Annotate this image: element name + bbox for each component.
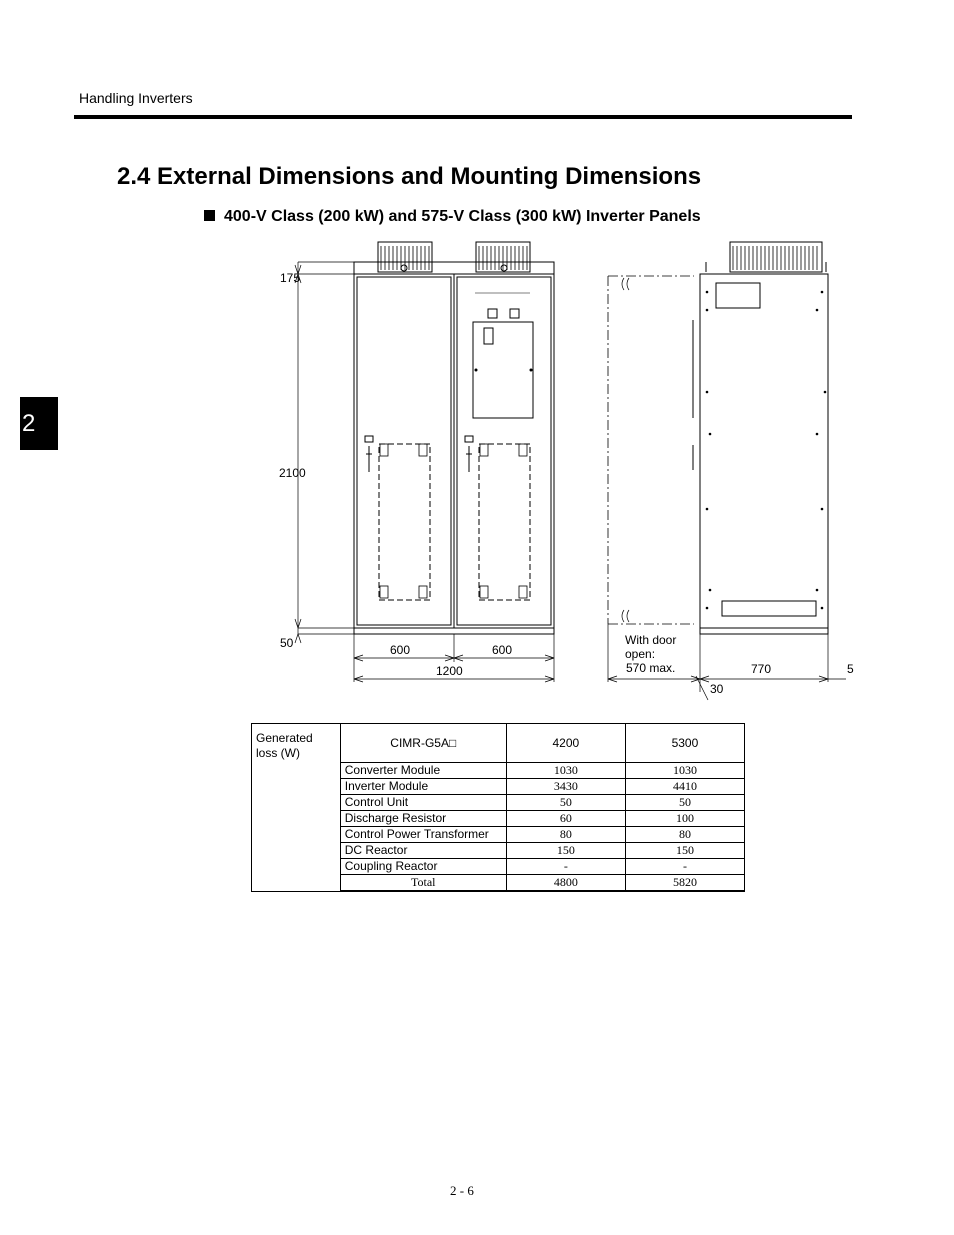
cell-value: - <box>506 859 625 875</box>
dim-left-width-label: 600 <box>390 643 411 657</box>
total-value: 4800 <box>506 875 625 892</box>
side-view <box>608 242 846 700</box>
cell-value: 3430 <box>506 779 625 795</box>
door-note-line-1: With door <box>625 633 677 647</box>
dim-right-width-label: 600 <box>492 643 513 657</box>
column-header: 5300 <box>625 724 744 763</box>
dim-depth-label: 770 <box>751 662 772 676</box>
dim-edge-label: 5 <box>847 662 854 676</box>
subsection-title: 400-V Class (200 kW) and 575-V Class (300 kW) Inverter Panels <box>224 208 701 225</box>
cell-value: 150 <box>506 843 625 859</box>
dim-height-label: 2100 <box>279 466 306 480</box>
row-label: Discharge Resistor <box>340 811 506 827</box>
square-bullet-icon <box>204 210 215 221</box>
row-label: Inverter Module <box>340 779 506 795</box>
cell-value: 100 <box>625 811 744 827</box>
generated-loss-table <box>251 723 745 892</box>
column-header: 4200 <box>506 724 625 763</box>
dim-offset-label: 30 <box>710 682 724 696</box>
header-rule <box>74 115 852 119</box>
dim-total-width-label: 1200 <box>436 664 463 678</box>
table-header-row <box>252 724 745 763</box>
cell-value: 4410 <box>625 779 744 795</box>
front-view <box>295 242 554 682</box>
door-note-line-3: 570 max. <box>626 661 676 675</box>
cell-value: 150 <box>625 843 744 859</box>
generated-loss-header: Generated loss (W) <box>252 724 341 892</box>
subsection-heading <box>204 208 701 226</box>
row-label: Control Unit <box>340 795 506 811</box>
row-label: DC Reactor <box>340 843 506 859</box>
cell-value: 50 <box>625 795 744 811</box>
cell-value: - <box>625 859 744 875</box>
running-head: Handling Inverters <box>79 90 193 106</box>
door-note-line-2: open: <box>625 647 656 661</box>
row-label: Control Power Transformer <box>340 827 506 843</box>
row-label: Converter Module <box>340 763 506 779</box>
cell-value: 1030 <box>506 763 625 779</box>
total-label: Total <box>340 875 506 892</box>
chapter-tab: 2 <box>20 397 58 450</box>
section-title: 2.4 External Dimensions and Mounting Dimensions <box>117 163 702 190</box>
cell-value: 50 <box>506 795 625 811</box>
cell-value: 80 <box>625 827 744 843</box>
dim-bottom-label: 50 <box>280 636 294 650</box>
cell-value: 80 <box>506 827 625 843</box>
dim-top-label: 175 <box>280 271 301 285</box>
cell-value: 60 <box>506 811 625 827</box>
row-label: Coupling Reactor <box>340 859 506 875</box>
model-header: CIMR-G5A□ <box>340 724 506 763</box>
page-number: 2 - 6 <box>450 1183 474 1198</box>
cell-value: 1030 <box>625 763 744 779</box>
total-value: 5820 <box>625 875 744 892</box>
dimension-drawing <box>270 240 870 710</box>
